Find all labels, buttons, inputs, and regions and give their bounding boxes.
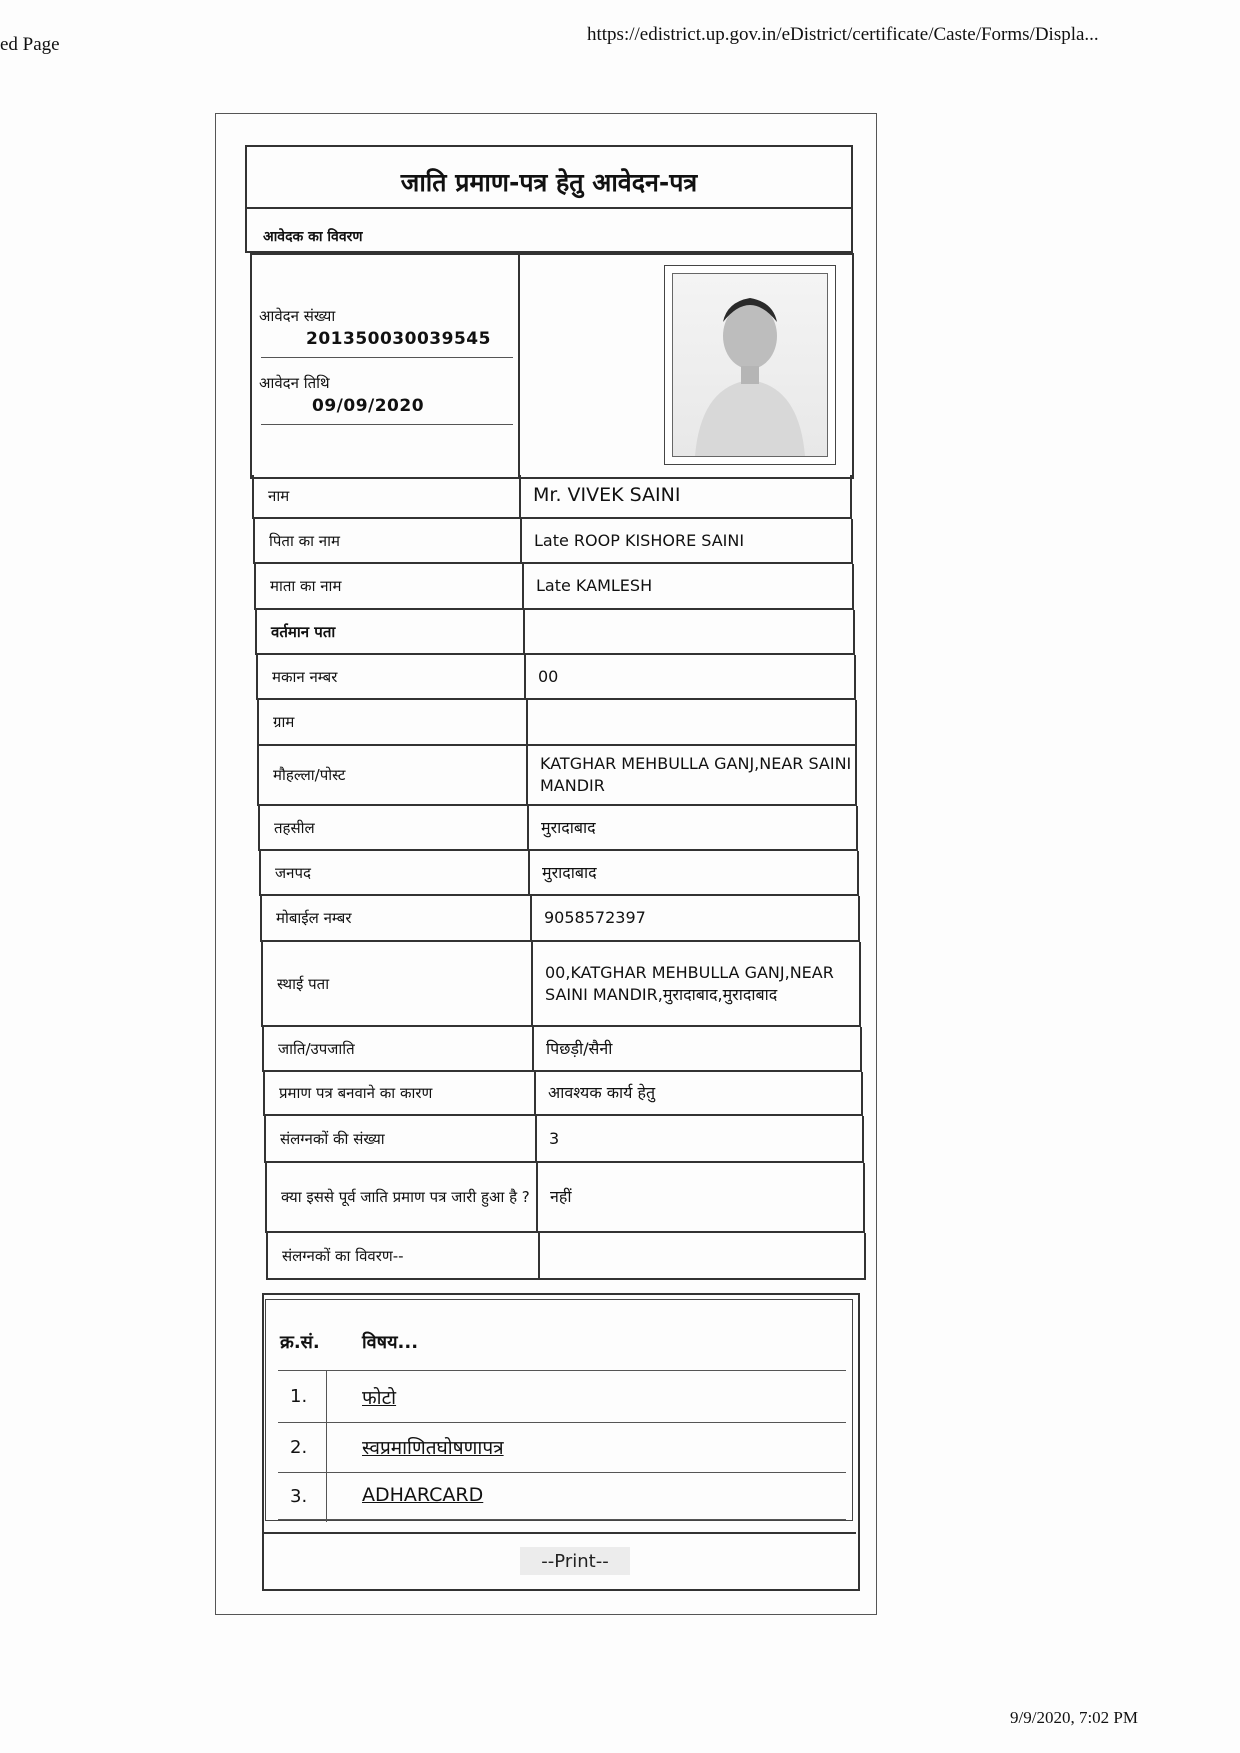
- applicant-photo-icon: [672, 273, 828, 457]
- field-value: KATGHAR MEHBULLA GANJ,NEAR SAINI MANDIR: [540, 754, 852, 795]
- field-label: संलग्नकों का विवरण--: [268, 1233, 540, 1278]
- attachments-table: [265, 1299, 853, 1521]
- detail-row: [254, 564, 854, 610]
- detail-row: [257, 700, 857, 746]
- attachment-sn: 3.: [290, 1486, 308, 1507]
- field-label: माता का नाम: [256, 564, 524, 608]
- photo-frame: [664, 265, 836, 465]
- attachment-sn: 1.: [290, 1386, 308, 1407]
- attachment-link-photo[interactable]: फोटो: [362, 1387, 397, 1409]
- attachment-sn: 2.: [290, 1437, 308, 1458]
- application-info-block: [250, 253, 854, 479]
- field-value: 00: [538, 666, 559, 686]
- detail-row: [266, 1233, 866, 1280]
- application-no-label: आवेदन संख्या: [259, 307, 336, 325]
- section-title: आवेदक का विवरण: [263, 229, 363, 245]
- field-value: [540, 1233, 864, 1278]
- detail-row: [265, 1163, 865, 1233]
- field-value: [528, 700, 855, 744]
- detail-row: [252, 475, 852, 519]
- field-label: मौहल्ला/पोस्ट: [259, 746, 528, 804]
- detail-row: [253, 519, 853, 564]
- form-title-box: [245, 145, 853, 209]
- col-subject-header: विषय...: [362, 1332, 419, 1353]
- field-value: 00,KATGHAR MEHBULLA GANJ,NEAR SAINI MANDIR,मुरादाबाद,मुरादाबाद: [545, 962, 834, 1004]
- field-label: वर्तमान पता: [257, 610, 525, 653]
- field-value: [525, 610, 853, 653]
- divider: [278, 1472, 846, 1473]
- field-value: 9058572397: [544, 908, 646, 928]
- detail-row: [255, 610, 855, 655]
- print-bar: [262, 1532, 856, 1589]
- detail-row: [257, 746, 857, 806]
- application-date-label: आवेदन तिथि: [259, 374, 330, 392]
- field-label: संलग्नकों की संख्या: [266, 1116, 537, 1161]
- detail-row: [264, 1116, 864, 1163]
- detail-row: [259, 851, 859, 896]
- field-value: मुरादाबाद: [541, 817, 596, 837]
- print-button[interactable]: --Print--: [520, 1547, 630, 1575]
- field-label: मकान नम्बर: [258, 655, 526, 698]
- print-header-url: https://edistrict.up.gov.in/eDistrict/certificate/Caste/Forms/Displa...: [587, 24, 1099, 45]
- field-label: क्या इससे पूर्व जाति प्रमाण पत्र जारी हुआ है ?: [267, 1163, 538, 1231]
- divider: [261, 424, 513, 425]
- field-value: 3: [549, 1128, 560, 1148]
- detail-row: [261, 942, 861, 1027]
- field-value: Mr. VIVEK SAINI: [533, 484, 681, 507]
- divider: [278, 1519, 846, 1520]
- field-label: तहसील: [260, 806, 529, 849]
- col-sn-header: क्र.सं.: [280, 1332, 320, 1353]
- detail-row: [262, 1027, 862, 1072]
- field-label: जाति/उपजाति: [264, 1027, 534, 1070]
- field-value: मुरादाबाद: [542, 862, 597, 882]
- field-label: नाम: [254, 475, 521, 517]
- field-label: पिता का नाम: [255, 519, 522, 562]
- attachment-link-aadhar[interactable]: ADHARCARD: [362, 1484, 484, 1506]
- divider: [518, 255, 520, 477]
- field-value: Late ROOP KISHORE SAINI: [534, 530, 745, 550]
- form-title: जाति प्रमाण-पत्र हेतु आवेदन-पत्र: [400, 168, 698, 197]
- attachment-link-declaration[interactable]: स्वप्रमाणितघोषणापत्र: [362, 1437, 504, 1459]
- divider: [326, 1370, 327, 1522]
- print-footer-timestamp: 9/9/2020, 7:02 PM: [1010, 1708, 1138, 1727]
- detail-row: [256, 655, 856, 700]
- divider: [278, 1370, 846, 1371]
- divider: [278, 1422, 846, 1423]
- field-label: ग्राम: [259, 700, 528, 744]
- detail-row: [263, 1072, 863, 1116]
- field-label: जनपद: [261, 851, 530, 894]
- application-date: 09/09/2020: [312, 396, 425, 416]
- print-header-left: ed Page: [0, 34, 60, 55]
- field-value: Late KAMLESH: [536, 576, 653, 596]
- detail-row: [260, 896, 860, 942]
- field-value: नहीं: [550, 1187, 572, 1207]
- detail-row: [258, 806, 858, 851]
- application-no: 201350030039545: [306, 329, 491, 349]
- field-value: आवश्यक कार्य हेतु: [548, 1083, 656, 1103]
- field-label: स्थाई पता: [263, 942, 533, 1025]
- section-header: [245, 207, 853, 253]
- field-label: प्रमाण पत्र बनवाने का कारण: [265, 1072, 536, 1114]
- divider: [261, 357, 513, 358]
- field-label: मोबाईल नम्बर: [262, 896, 532, 940]
- field-value: पिछड़ी/सैनी: [546, 1038, 613, 1058]
